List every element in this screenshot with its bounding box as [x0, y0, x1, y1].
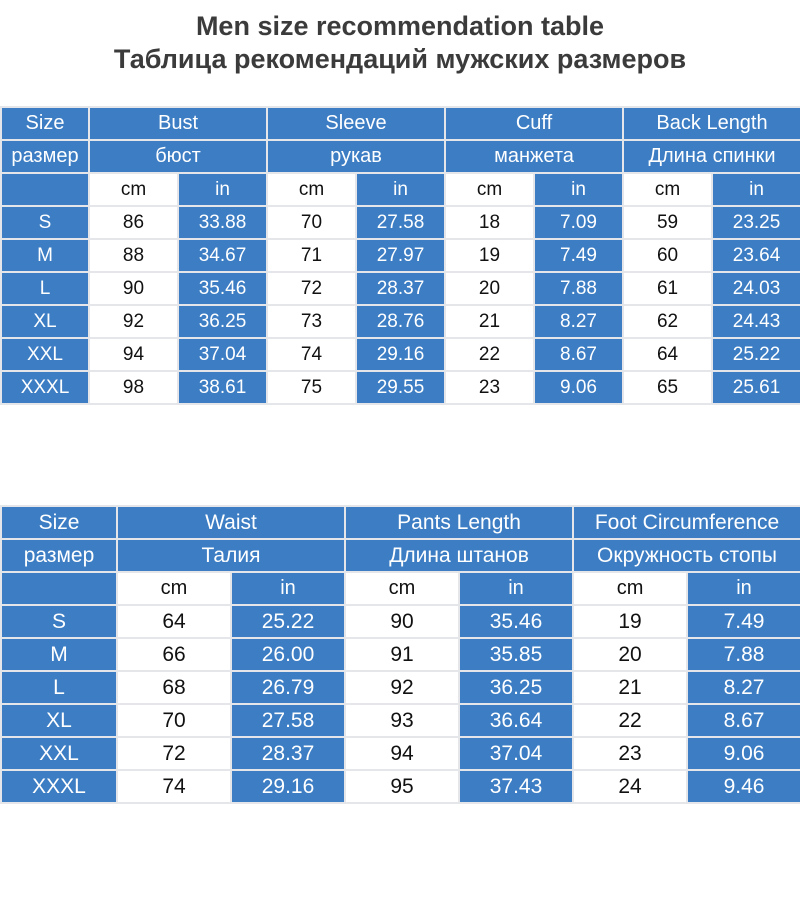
- value-in-cell: 25.22: [231, 605, 345, 638]
- col-header-waist-en: Waist: [117, 506, 345, 539]
- header-row-ru: [1, 539, 800, 572]
- table-row: [1, 206, 800, 239]
- value-cm-cell: 74: [267, 338, 356, 371]
- value-in-cell: 8.67: [534, 338, 623, 371]
- size-table-top: [0, 106, 800, 405]
- value-in-cell: 9.06: [534, 371, 623, 404]
- table-row: [1, 770, 800, 803]
- value-cm-cell: 91: [345, 638, 459, 671]
- value-in-cell: 37.04: [459, 737, 573, 770]
- table-row: [1, 671, 800, 704]
- header-row-en: [1, 107, 800, 140]
- value-cm-cell: 94: [89, 338, 178, 371]
- size-label: XXL: [1, 338, 89, 371]
- size-label: S: [1, 206, 89, 239]
- table-row: [1, 638, 800, 671]
- value-in-cell: 26.79: [231, 671, 345, 704]
- value-cm-cell: 20: [573, 638, 687, 671]
- value-in-cell: 8.27: [534, 305, 623, 338]
- size-label: XXXL: [1, 371, 89, 404]
- col-header-backlength-en: Back Length: [623, 107, 800, 140]
- value-in-cell: 27.58: [356, 206, 445, 239]
- value-cm-cell: 90: [89, 272, 178, 305]
- unit-in-label: in: [231, 572, 345, 605]
- col-header-size-en: Size: [1, 107, 89, 140]
- unit-cm-label: cm: [267, 173, 356, 206]
- value-in-cell: 34.67: [178, 239, 267, 272]
- table-row: [1, 239, 800, 272]
- value-cm-cell: 98: [89, 371, 178, 404]
- value-cm-cell: 93: [345, 704, 459, 737]
- unit-in-label: in: [459, 572, 573, 605]
- col-header-cuff-ru: манжета: [445, 140, 623, 173]
- value-in-cell: 7.09: [534, 206, 623, 239]
- value-cm-cell: 60: [623, 239, 712, 272]
- col-header-pantslength-ru: Длина штанов: [345, 539, 573, 572]
- page-title-en: Men size recommendation table: [195, 11, 605, 41]
- value-in-cell: 25.61: [712, 371, 800, 404]
- size-label: XXXL: [1, 770, 117, 803]
- value-cm-cell: 92: [345, 671, 459, 704]
- value-cm-cell: 23: [573, 737, 687, 770]
- value-cm-cell: 61: [623, 272, 712, 305]
- value-in-cell: 8.67: [687, 704, 800, 737]
- value-cm-cell: 23: [445, 371, 534, 404]
- col-header-size-ru: размер: [1, 539, 117, 572]
- value-cm-cell: 73: [267, 305, 356, 338]
- value-cm-cell: 70: [117, 704, 231, 737]
- unit-in-label: in: [534, 173, 623, 206]
- value-in-cell: 7.49: [534, 239, 623, 272]
- value-cm-cell: 72: [267, 272, 356, 305]
- value-in-cell: 23.64: [712, 239, 800, 272]
- value-cm-cell: 64: [117, 605, 231, 638]
- unit-in-label: in: [687, 572, 800, 605]
- unit-cm-label: cm: [117, 572, 231, 605]
- unit-cm-label: cm: [89, 173, 178, 206]
- value-in-cell: 36.64: [459, 704, 573, 737]
- value-cm-cell: 21: [445, 305, 534, 338]
- unit-in-label: in: [178, 173, 267, 206]
- table-row: [1, 305, 800, 338]
- value-cm-cell: 95: [345, 770, 459, 803]
- col-header-backlength-ru: Длина спинки: [623, 140, 800, 173]
- size-label: M: [1, 239, 89, 272]
- value-in-cell: 35.46: [459, 605, 573, 638]
- header-row-units: [1, 572, 800, 605]
- value-cm-cell: 70: [267, 206, 356, 239]
- col-header-bust-en: Bust: [89, 107, 267, 140]
- value-cm-cell: 21: [573, 671, 687, 704]
- col-header-footcircumference-ru: Окружность стопы: [573, 539, 800, 572]
- header-row-ru: [1, 140, 800, 173]
- unit-cm-label: cm: [345, 572, 459, 605]
- value-in-cell: 28.37: [231, 737, 345, 770]
- value-cm-cell: 92: [89, 305, 178, 338]
- col-header-cuff-en: Cuff: [445, 107, 623, 140]
- unit-in-label: in: [712, 173, 800, 206]
- page-title: [0, 0, 800, 76]
- value-in-cell: 27.58: [231, 704, 345, 737]
- value-in-cell: 8.27: [687, 671, 800, 704]
- value-cm-cell: 59: [623, 206, 712, 239]
- size-label: M: [1, 638, 117, 671]
- value-cm-cell: 94: [345, 737, 459, 770]
- unit-cm-label: cm: [573, 572, 687, 605]
- value-cm-cell: 24: [573, 770, 687, 803]
- value-in-cell: 29.55: [356, 371, 445, 404]
- size-label: L: [1, 272, 89, 305]
- size-label: L: [1, 671, 117, 704]
- value-in-cell: 7.88: [534, 272, 623, 305]
- value-in-cell: 9.46: [687, 770, 800, 803]
- col-header-pantslength-en: Pants Length: [345, 506, 573, 539]
- units-spacer-cell: [1, 572, 117, 605]
- value-in-cell: 9.06: [687, 737, 800, 770]
- value-in-cell: 35.85: [459, 638, 573, 671]
- value-in-cell: 25.22: [712, 338, 800, 371]
- value-in-cell: 36.25: [459, 671, 573, 704]
- value-in-cell: 33.88: [178, 206, 267, 239]
- value-cm-cell: 90: [345, 605, 459, 638]
- value-cm-cell: 65: [623, 371, 712, 404]
- table-row: [1, 371, 800, 404]
- value-in-cell: 37.04: [178, 338, 267, 371]
- value-in-cell: 24.03: [712, 272, 800, 305]
- value-cm-cell: 64: [623, 338, 712, 371]
- value-cm-cell: 68: [117, 671, 231, 704]
- value-in-cell: 37.43: [459, 770, 573, 803]
- value-in-cell: 7.49: [687, 605, 800, 638]
- value-in-cell: 23.25: [712, 206, 800, 239]
- value-cm-cell: 72: [117, 737, 231, 770]
- col-header-bust-ru: бюст: [89, 140, 267, 173]
- table-row: [1, 737, 800, 770]
- table-row: [1, 338, 800, 371]
- col-header-sleeve-en: Sleeve: [267, 107, 445, 140]
- unit-in-label: in: [356, 173, 445, 206]
- value-cm-cell: 20: [445, 272, 534, 305]
- page-title-ru: Таблица рекомендаций мужских размеров: [113, 44, 687, 74]
- value-in-cell: 29.16: [231, 770, 345, 803]
- value-in-cell: 28.76: [356, 305, 445, 338]
- value-cm-cell: 22: [573, 704, 687, 737]
- table-row: [1, 605, 800, 638]
- value-cm-cell: 62: [623, 305, 712, 338]
- value-cm-cell: 75: [267, 371, 356, 404]
- value-cm-cell: 22: [445, 338, 534, 371]
- header-row-units: [1, 173, 800, 206]
- value-cm-cell: 18: [445, 206, 534, 239]
- unit-cm-label: cm: [623, 173, 712, 206]
- table-row: [1, 272, 800, 305]
- col-header-footcircumference-en: Foot Circumference: [573, 506, 800, 539]
- value-cm-cell: 19: [573, 605, 687, 638]
- value-cm-cell: 71: [267, 239, 356, 272]
- value-in-cell: 27.97: [356, 239, 445, 272]
- value-cm-cell: 88: [89, 239, 178, 272]
- table-row: [1, 704, 800, 737]
- value-in-cell: 36.25: [178, 305, 267, 338]
- size-table-bottom: [0, 505, 800, 804]
- value-in-cell: 35.46: [178, 272, 267, 305]
- units-spacer-cell: [1, 173, 89, 206]
- value-in-cell: 24.43: [712, 305, 800, 338]
- unit-cm-label: cm: [445, 173, 534, 206]
- header-row-en: [1, 506, 800, 539]
- value-in-cell: 28.37: [356, 272, 445, 305]
- size-label: S: [1, 605, 117, 638]
- col-header-size-ru: размер: [1, 140, 89, 173]
- col-header-sleeve-ru: рукав: [267, 140, 445, 173]
- col-header-size-en: Size: [1, 506, 117, 539]
- size-label: XXL: [1, 737, 117, 770]
- size-label: XL: [1, 704, 117, 737]
- col-header-waist-ru: Талия: [117, 539, 345, 572]
- value-cm-cell: 74: [117, 770, 231, 803]
- value-cm-cell: 66: [117, 638, 231, 671]
- value-in-cell: 7.88: [687, 638, 800, 671]
- value-in-cell: 29.16: [356, 338, 445, 371]
- value-in-cell: 26.00: [231, 638, 345, 671]
- size-label: XL: [1, 305, 89, 338]
- value-cm-cell: 19: [445, 239, 534, 272]
- value-cm-cell: 86: [89, 206, 178, 239]
- value-in-cell: 38.61: [178, 371, 267, 404]
